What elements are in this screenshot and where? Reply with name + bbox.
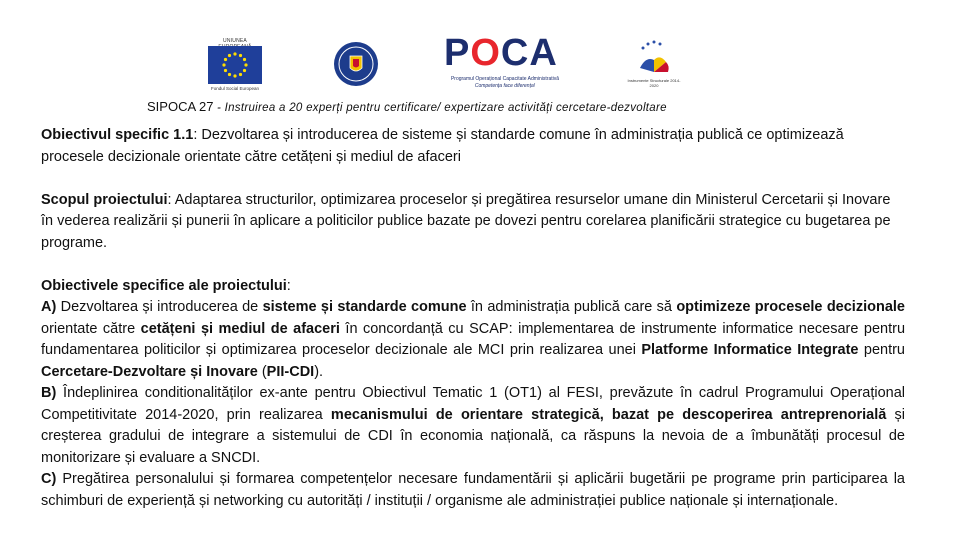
eu-caption-top: UNIUNEA — [223, 38, 247, 44]
project-subtitle — [147, 99, 867, 114]
logo-bar — [0, 30, 960, 94]
project-scope — [41, 190, 905, 255]
objective-c: C) Pregătirea personalului și formarea competențelor necesare fundamentării și aplicării bugetării pe programe prin participarea la schimburi de experiență și networking cu autorități / instituții / organisme ale administrației publice naționale și internaționale. — [41, 471, 905, 509]
poca-wordmark: POCA — [444, 32, 558, 74]
poca-logo — [444, 32, 564, 98]
project-title: - Instruirea a 20 experți pentru certificare/ expertizare activități cercetare-dezvoltare — [213, 102, 667, 114]
specific-objective-text: : Dezvoltarea și introducerea de sisteme și standarde comune în administrația publică ce optimizează procesele decizionale orientate către cetățeni și mediul de afaceri — [41, 127, 844, 165]
project-scope-text: : Adaptarea structurilor, optimizarea proceselor și pregătirea resurselor umane din Ministerul Cercetarii și Inovare în vederea realizării și punerii în aplicare a politicilor publice bazate pe dovezi pentru corelarea planificării strategice cu bugetarea pe programe. — [41, 191, 891, 251]
eu-caption-bottom: Fondul Social European — [210, 86, 260, 91]
project-code: SIPOCA 27 — [147, 99, 214, 114]
document-body — [41, 125, 905, 512]
specific-objective-label: Obiectivul specific 1.1 — [41, 127, 194, 143]
poca-line-2: Competența face diferența! — [474, 83, 536, 89]
eu-flag-icon — [208, 46, 262, 84]
eu-logo — [206, 38, 264, 94]
project-scope-label: Scopul proiectului — [41, 191, 168, 208]
government-seal-icon — [332, 40, 380, 88]
specific-objectives-heading: Obiectivele specifice ale proiectului: — [41, 277, 291, 294]
instrumente-structurale-caption: Instrumente Structurale 2014-2020 — [627, 78, 681, 88]
specific-objective — [41, 125, 905, 168]
objective-a: A) Dezvoltarea și introducerea de sisteme și standarde comune în administrația publică care să optimizeze procesele decizionale orientate către cetățeni și mediul de afaceri în concordanță cu SCAP: implementarea de instrumente informatice necesare pentru fundamentarea politicilor și optimizarea proceselor decizionale ale MCI prin realizarea unei Platforme Informatice Integrate pentru Cercetare-Dezvoltare și Inovare (PII-CDI). — [41, 299, 906, 380]
instrumente-structurale-logo — [626, 38, 682, 94]
objective-b: B) Îndeplinirea conditionalităților ex-ante pentru Obiectivul Tematic 1 (OT1) al FESI, prevăzute în cadrul Programului Operațional Competitivitate 2014-2020, prin realizarea mecanismului de orientare strategică, bazat pe descoperirea antreprenorială și creșterea gradului de integrare a sistemului de CDI în economia națională, ca răspuns la nevoia de a îmbunătăți procesul de monitorizare și evaluare a SNCDI. — [41, 385, 906, 466]
poca-line-1: Programul Operațional Capacitate Administrativă — [450, 76, 560, 82]
instrumente-structurale-icon — [626, 38, 682, 78]
